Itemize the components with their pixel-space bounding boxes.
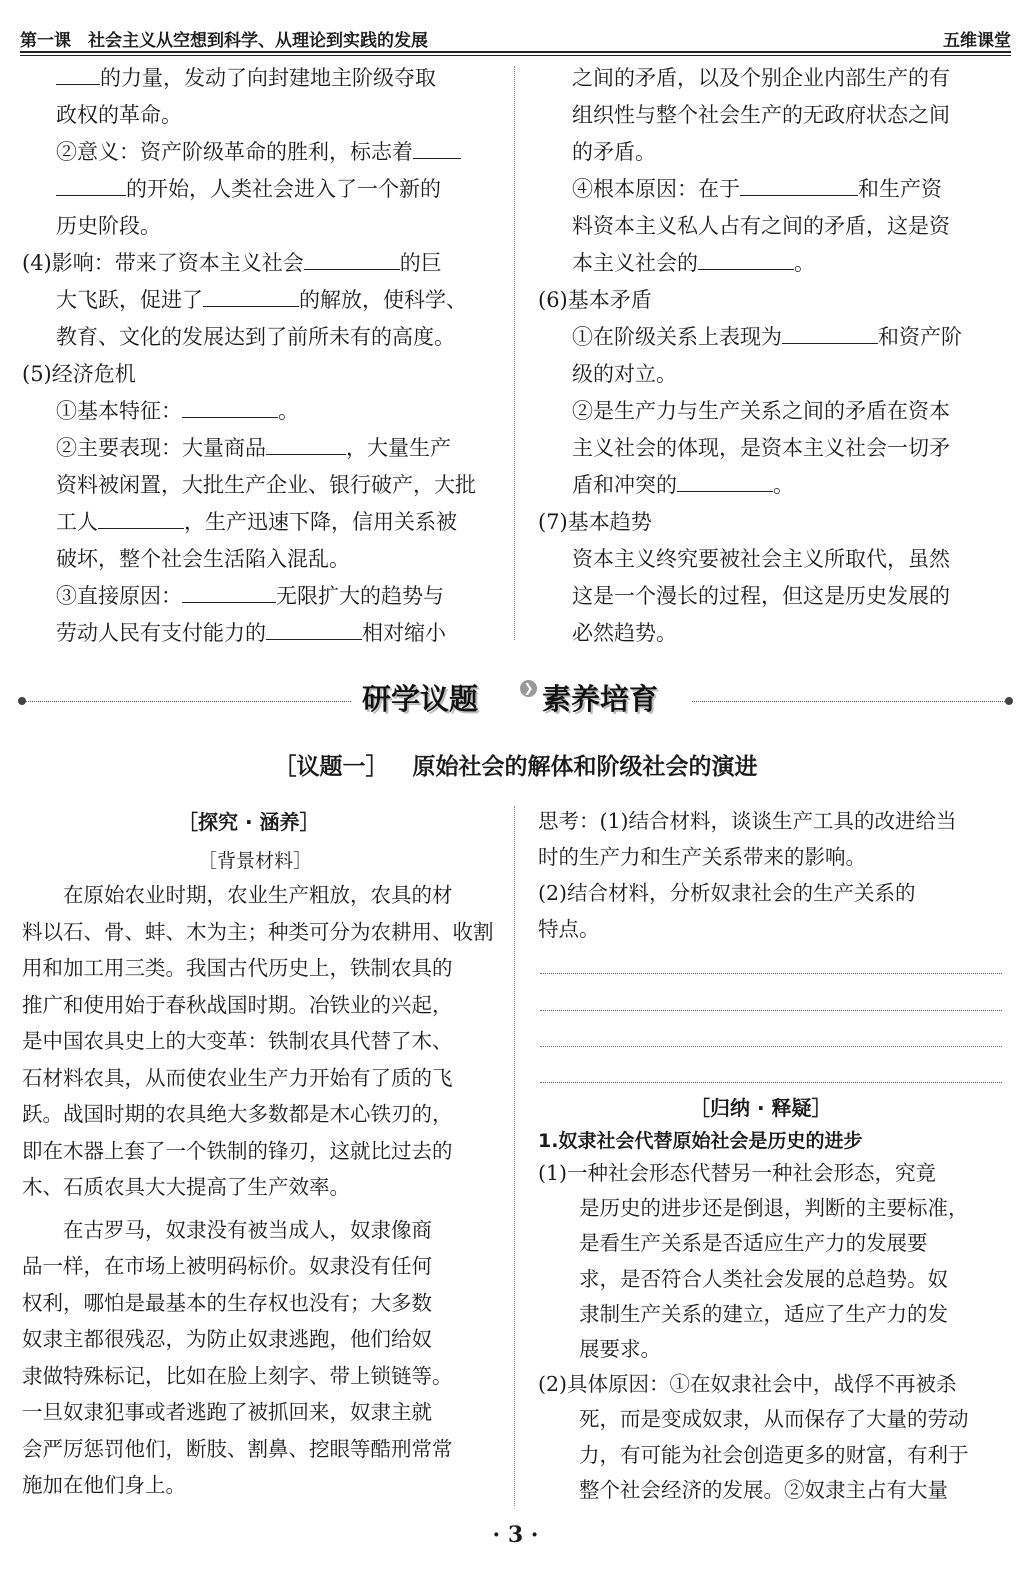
answer-line[interactable] [540, 1046, 1002, 1047]
background-material-tag: ［背景材料］ [198, 850, 313, 872]
material-line: 石材料农具，从而使农业生产力开始有了质的飞 [22, 1065, 453, 1090]
text-line: 。 [794, 251, 815, 275]
topic-title [0, 748, 1031, 781]
fill-blank[interactable] [182, 395, 278, 418]
text-line: 资本主义终究要被社会主义所取代，虽然 [572, 547, 950, 571]
fill-blank[interactable] [56, 173, 126, 196]
question-line: 思考：(1)结合材料，谈谈生产工具的改进给当 [538, 809, 957, 833]
fill-blank[interactable] [266, 432, 346, 455]
answer-line[interactable] [540, 1010, 1002, 1011]
text-line: 教育、文化的发展达到了前所未有的高度。 [56, 325, 455, 349]
background-material [22, 877, 492, 1504]
fill-blank[interactable] [266, 617, 362, 640]
text-line: ②主要表现：大量商品 [56, 436, 266, 460]
text-line: 本主义社会的 [572, 251, 698, 275]
summary-line: 是历史的进步还是倒退，判断的主要标准， [538, 1196, 969, 1221]
text-line: 劳动人民有支付能力的 [56, 621, 266, 645]
fill-blank[interactable] [56, 62, 100, 85]
summary-line: (1)一种社会形态代替另一种社会形态，究竟 [538, 1161, 937, 1185]
banner-dot [1005, 697, 1013, 705]
banner-dot [18, 697, 26, 705]
summary-line: 是看生产关系是否适应生产力的发展要 [538, 1231, 928, 1256]
text-line: 的开始，人类社会进入了一个新的 [126, 177, 441, 201]
summary-line: 死，而是变成奴隶，从而保存了大量的劳动 [538, 1407, 969, 1432]
text-line: 资料被闲置，大批生产企业、银行破产，大批 [56, 473, 476, 497]
material-line: 在原始农业时期，农业生产粗放，农具的材 [22, 883, 453, 907]
text-line: ①在阶级关系上表现为 [572, 325, 782, 349]
text-line: (4)影响：带来了资本主义社会 [22, 251, 304, 275]
material-line: 权利，哪怕是最基本的生存权也没有；大多数 [22, 1290, 432, 1315]
material-line: 一旦奴隶犯事或者逃跑了被抓回来，奴隶主就 [22, 1400, 432, 1424]
fill-blank[interactable] [677, 469, 773, 492]
header-rule-thick [20, 51, 1011, 53]
summary-tag: ［归纳 · 释疑］ [690, 1096, 832, 1120]
text-line: ①基本特征： [56, 399, 182, 423]
text-line: 相对缩小 [362, 621, 446, 645]
banner-right-title: 素养培育 [542, 682, 659, 716]
fill-blank[interactable] [203, 284, 299, 307]
question-line: 时的生产力和生产关系带来的影响。 [538, 845, 866, 869]
answer-line[interactable] [540, 1082, 1002, 1083]
text-line: ③直接原因： [56, 584, 182, 608]
banner-left-title: 研学议题 [362, 682, 479, 716]
material-line: 在古罗马，奴隶没有被当成人，奴隶像商 [22, 1217, 432, 1242]
text-line: ④根本原因：在于 [572, 177, 740, 201]
column-divider [514, 806, 515, 1506]
brand-name: 五维课堂 [943, 31, 1011, 51]
text-line: 级的对立。 [572, 362, 677, 386]
text-line: ，生产迅速下降，信用关系被 [184, 510, 457, 534]
material-line: 施加在他们身上。 [22, 1473, 186, 1497]
material-line: 料以石、骨、蚌、木为主；种类可分为农耕用、收割 [22, 919, 494, 944]
text-line: 无限扩大的趋势与 [276, 584, 444, 608]
page-header [20, 24, 1011, 50]
text-line: 政权的革命。 [56, 103, 182, 127]
summary-line: 隶制生产关系的建立，适应了生产力的发 [538, 1301, 948, 1326]
column-divider [514, 66, 515, 640]
summary-line: 展要求。 [538, 1337, 661, 1362]
question-line: 特点。 [538, 917, 600, 941]
text-line: 主义社会的体现，是资本主义社会一切矛 [572, 436, 950, 460]
text-line: 和资产阶 [878, 325, 962, 349]
page-number: · 3 · [492, 1522, 539, 1548]
material-line: 品一样，在市场上被明码标价。奴隶没有任何 [22, 1254, 432, 1278]
text-line: 的巨 [399, 251, 442, 275]
text-line: 和生产资 [858, 177, 942, 201]
text-line: ②意义：资产阶级革命的胜利，标志着 [56, 140, 413, 164]
text-line: (6)基本矛盾 [538, 288, 652, 312]
material-line: 推广和使用始于春秋战国时期。冶铁业的兴起， [22, 992, 453, 1017]
text-line: 盾和冲突的 [572, 473, 677, 497]
text-line: 破坏，整个社会生活陷入混乱。 [56, 547, 350, 571]
summary-body [538, 1156, 1008, 1508]
answer-line[interactable] [540, 973, 1002, 974]
summary-line: 整个社会经济的发展。②奴隶主占有大量 [538, 1477, 948, 1502]
text-line: 的力量，发动了向封建地主阶级夺取 [100, 66, 436, 90]
text-line: 工人 [56, 510, 98, 534]
text-line: 。 [278, 399, 299, 423]
fill-blank[interactable] [304, 247, 400, 270]
text-line: 这是一个漫长的过程，但这是历史发展的 [572, 584, 950, 608]
topic-label: ［议题一］ [273, 754, 389, 780]
material-line: 会严厉惩罚他们，断肢、割鼻、挖眼等酷刑常常 [22, 1436, 453, 1461]
fill-blank[interactable] [98, 506, 184, 529]
material-line: 即在木器上套了一个铁制的锋刃，这就比过去的 [22, 1138, 453, 1163]
material-line: 木、石质农具大大提高了生产效率。 [22, 1175, 350, 1199]
text-line: 料资本主义私人占有之间的矛盾，这是资 [572, 214, 950, 238]
summary-line: 求，是否符合人类社会发展的总趋势。奴 [538, 1266, 948, 1291]
fill-blank[interactable] [182, 580, 276, 603]
fill-blank[interactable] [413, 136, 461, 159]
material-line: 跃。战国时期的农具绝大多数都是木心铁刃的， [22, 1102, 453, 1126]
text-line: (7)基本趋势 [538, 510, 652, 534]
text-line: ，大量生产 [346, 436, 451, 460]
think-questions [538, 803, 1008, 947]
text-line: 组织性与整个社会生产的无政府状态之间 [572, 103, 950, 127]
text-line: 的解放，使科学、 [299, 288, 467, 312]
topic-heading: 原始社会的解体和阶级社会的演进 [412, 754, 758, 780]
header-rule-thin [20, 55, 1011, 56]
fill-blank[interactable] [740, 173, 858, 196]
lesson-title: 第一课 社会主义从空想到科学、从理论到实践的发展 [20, 31, 428, 51]
text-line: 的矛盾。 [572, 140, 656, 164]
text-line: (5)经济危机 [22, 362, 136, 386]
summary-line: (2)具体原因：①在奴隶社会中，战俘不再被杀 [538, 1372, 957, 1397]
text-line: 历史阶段。 [56, 214, 161, 238]
summary-heading: 1.奴隶社会代替原始社会是历史的进步 [538, 1130, 863, 1152]
text-line: 大飞跃，促进了 [56, 288, 203, 312]
right-column-top [538, 60, 1008, 652]
fill-blank[interactable] [698, 247, 794, 270]
left-column-top [22, 60, 492, 652]
material-line: 用和加工用三类。我国古代历史上，铁制农具的 [22, 956, 453, 980]
question-line: (2)结合材料，分析奴隶社会的生产关系的 [538, 881, 916, 905]
summary-line: 力，有可能为社会创造更多的财富，有利于 [538, 1442, 969, 1467]
material-line: 隶做特殊标记，比如在脸上刻字、带上锁链等。 [22, 1363, 453, 1388]
explore-tag: ［探究 · 涵养］ [178, 810, 320, 834]
fill-blank[interactable] [782, 321, 878, 344]
material-line: 奴隶主都很残忍，为防止奴隶逃跑，他们给奴 [22, 1327, 432, 1351]
text-line: ②是生产力与生产关系之间的矛盾在资本 [572, 399, 950, 423]
text-line: 。 [773, 473, 794, 497]
banner-separator-icon: ❯ [520, 680, 537, 697]
text-line: 必然趋势。 [572, 621, 677, 645]
material-line: 是中国农具史上的大变革：铁制农具代替了木、 [22, 1029, 453, 1053]
text-line: 之间的矛盾，以及个别企业内部生产的有 [572, 66, 950, 90]
